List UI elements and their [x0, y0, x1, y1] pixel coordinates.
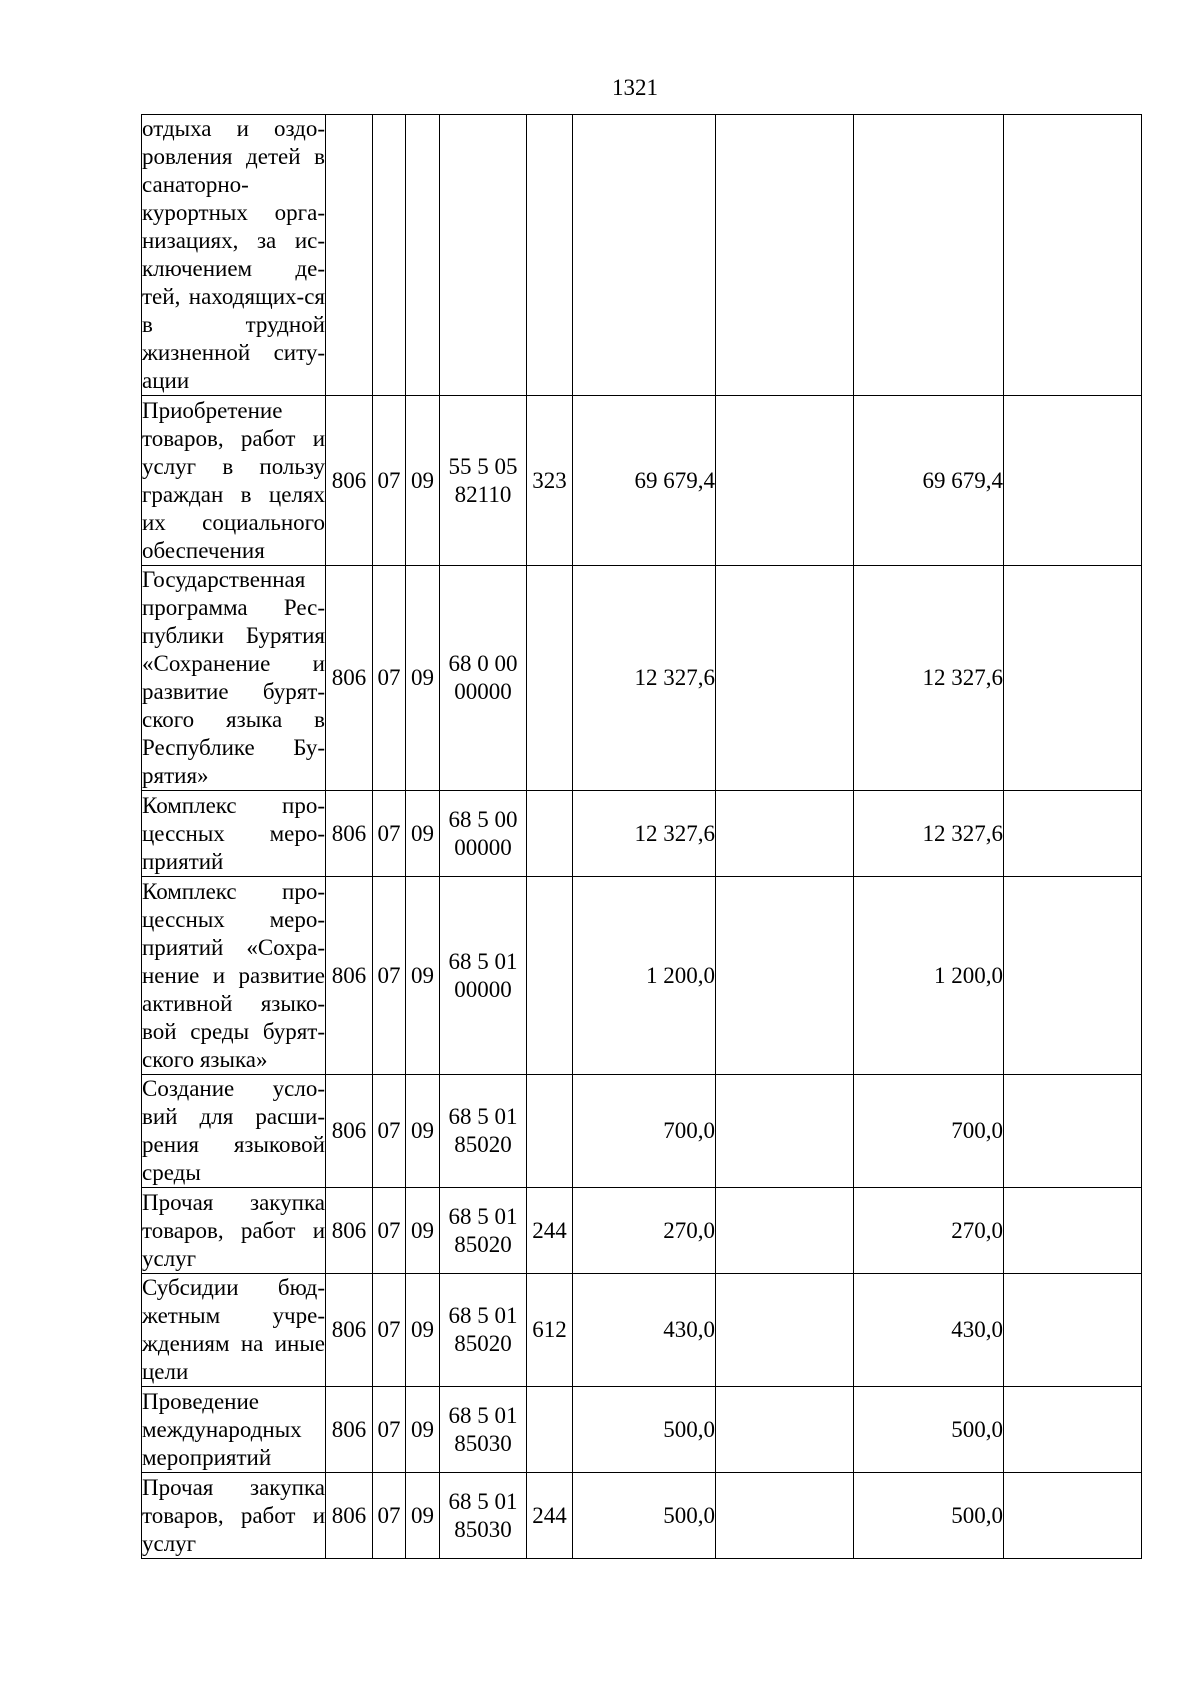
- grbs-cell: 806: [326, 1473, 373, 1559]
- section-cell: 07: [373, 1274, 406, 1387]
- target-article-cell: [440, 115, 527, 396]
- row-name-cell: Прочая закупка товаров, работ и услуг: [142, 1473, 326, 1559]
- amount-cell-2: [716, 877, 854, 1075]
- amount-cell-1: 700,0: [573, 1075, 716, 1188]
- expense-type-cell: 323: [527, 396, 573, 566]
- grbs-cell: 806: [326, 566, 373, 791]
- subsection-cell: 09: [406, 1274, 440, 1387]
- section-cell: 07: [373, 1387, 406, 1473]
- target-article-cell: 68 5 01 85030: [440, 1387, 527, 1473]
- target-article-cell: 68 5 00 00000: [440, 791, 527, 877]
- amount-cell-1: 500,0: [573, 1387, 716, 1473]
- page-number: 1321: [612, 75, 658, 100]
- subsection-cell: 09: [406, 1188, 440, 1274]
- amount-cell-1: 12 327,6: [573, 791, 716, 877]
- amount-cell-2: [716, 566, 854, 791]
- amount-cell-3: 12 327,6: [854, 791, 1004, 877]
- expense-type-cell: [527, 1075, 573, 1188]
- grbs-cell: 806: [326, 791, 373, 877]
- section-cell: 07: [373, 396, 406, 566]
- subsection-cell: 09: [406, 791, 440, 877]
- amount-cell-4: [1004, 1274, 1142, 1387]
- amount-cell-1: 500,0: [573, 1473, 716, 1559]
- grbs-cell: 806: [326, 1387, 373, 1473]
- section-cell: 07: [373, 1075, 406, 1188]
- expense-type-cell: [527, 1387, 573, 1473]
- expense-type-cell: [527, 566, 573, 791]
- amount-cell-4: [1004, 1188, 1142, 1274]
- amount-cell-1: 430,0: [573, 1274, 716, 1387]
- section-cell: 07: [373, 791, 406, 877]
- grbs-cell: [326, 115, 373, 396]
- amount-cell-2: [716, 1473, 854, 1559]
- grbs-cell: 806: [326, 1188, 373, 1274]
- table-body: [142, 115, 1142, 1559]
- section-cell: 07: [373, 877, 406, 1075]
- expense-type-cell: [527, 877, 573, 1075]
- amount-cell-2: [716, 1274, 854, 1387]
- table-row: [142, 1188, 1142, 1274]
- amount-cell-1: 69 679,4: [573, 396, 716, 566]
- amount-cell-1: 1 200,0: [573, 877, 716, 1075]
- amount-cell-1: 270,0: [573, 1188, 716, 1274]
- amount-cell-2: [716, 115, 854, 396]
- row-name-cell: Государственная программа Рес-публики Бурятия «Сохранение и развитие бурят-ского языка в Республике Бу-рятия»: [142, 566, 326, 791]
- section-cell: 07: [373, 1188, 406, 1274]
- grbs-cell: 806: [326, 1075, 373, 1188]
- section-cell: 07: [373, 1473, 406, 1559]
- amount-cell-4: [1004, 877, 1142, 1075]
- amount-cell-2: [716, 1075, 854, 1188]
- target-article-cell: 68 5 01 85020: [440, 1188, 527, 1274]
- table-row: [142, 1075, 1142, 1188]
- amount-cell-3: 500,0: [854, 1473, 1004, 1559]
- amount-cell-3: 12 327,6: [854, 566, 1004, 791]
- grbs-cell: 806: [326, 396, 373, 566]
- table-row: [142, 791, 1142, 877]
- target-article-cell: 68 5 01 85030: [440, 1473, 527, 1559]
- expense-type-cell: 612: [527, 1274, 573, 1387]
- row-name-cell: Приобретение товаров, работ и услуг в пользу граждан в целях их социального обеспечения: [142, 396, 326, 566]
- amount-cell-1: [573, 115, 716, 396]
- subsection-cell: [406, 115, 440, 396]
- table-row: [142, 1387, 1142, 1473]
- amount-cell-3: 500,0: [854, 1387, 1004, 1473]
- expense-type-cell: 244: [527, 1188, 573, 1274]
- table-row: [142, 396, 1142, 566]
- amount-cell-4: [1004, 396, 1142, 566]
- table-row: [142, 1473, 1142, 1559]
- target-article-cell: 68 5 01 00000: [440, 877, 527, 1075]
- amount-cell-4: [1004, 791, 1142, 877]
- section-cell: 07: [373, 566, 406, 791]
- grbs-cell: 806: [326, 877, 373, 1075]
- amount-cell-4: [1004, 1387, 1142, 1473]
- amount-cell-3: 69 679,4: [854, 396, 1004, 566]
- target-article-cell: 68 5 01 85020: [440, 1075, 527, 1188]
- subsection-cell: 09: [406, 566, 440, 791]
- amount-cell-3: 700,0: [854, 1075, 1004, 1188]
- row-name-cell: отдыха и оздо-ровления детей в санаторно-курортных орга-низациях, за ис-ключением де-тей, находящих-ся в трудной жизненной ситу-ации: [142, 115, 326, 396]
- row-name-cell: Комплекс про-цессных меро-приятий: [142, 791, 326, 877]
- row-name-cell: Субсидии бюд-жетным учре-ждениям на иные цели: [142, 1274, 326, 1387]
- row-name-cell: Комплекс про-цессных меро-приятий «Сохра-нение и развитие активной языко-вой среды бурят-ского языка»: [142, 877, 326, 1075]
- table-row: [142, 1274, 1142, 1387]
- amount-cell-3: 1 200,0: [854, 877, 1004, 1075]
- row-name-cell: Прочая закупка товаров, работ и услуг: [142, 1188, 326, 1274]
- subsection-cell: 09: [406, 877, 440, 1075]
- expense-type-cell: 244: [527, 1473, 573, 1559]
- amount-cell-2: [716, 1188, 854, 1274]
- amount-cell-3: 430,0: [854, 1274, 1004, 1387]
- expense-type-cell: [527, 791, 573, 877]
- subsection-cell: 09: [406, 1075, 440, 1188]
- target-article-cell: 55 5 05 82110: [440, 396, 527, 566]
- target-article-cell: 68 5 01 85020: [440, 1274, 527, 1387]
- section-cell: [373, 115, 406, 396]
- budget-table: [141, 114, 1142, 1559]
- amount-cell-2: [716, 1387, 854, 1473]
- amount-cell-4: [1004, 566, 1142, 791]
- amount-cell-2: [716, 791, 854, 877]
- row-name-cell: Создание усло-вий для расши-рения языковой среды: [142, 1075, 326, 1188]
- expense-type-cell: [527, 115, 573, 396]
- amount-cell-1: 12 327,6: [573, 566, 716, 791]
- amount-cell-2: [716, 396, 854, 566]
- amount-cell-3: [854, 115, 1004, 396]
- row-name-cell: Проведение международных мероприятий: [142, 1387, 326, 1473]
- amount-cell-4: [1004, 1473, 1142, 1559]
- table-row: [142, 566, 1142, 791]
- grbs-cell: 806: [326, 1274, 373, 1387]
- subsection-cell: 09: [406, 1387, 440, 1473]
- target-article-cell: 68 0 00 00000: [440, 566, 527, 791]
- amount-cell-4: [1004, 1075, 1142, 1188]
- subsection-cell: 09: [406, 396, 440, 566]
- subsection-cell: 09: [406, 1473, 440, 1559]
- amount-cell-3: 270,0: [854, 1188, 1004, 1274]
- table-row: [142, 877, 1142, 1075]
- table-row: [142, 115, 1142, 396]
- amount-cell-4: [1004, 115, 1142, 396]
